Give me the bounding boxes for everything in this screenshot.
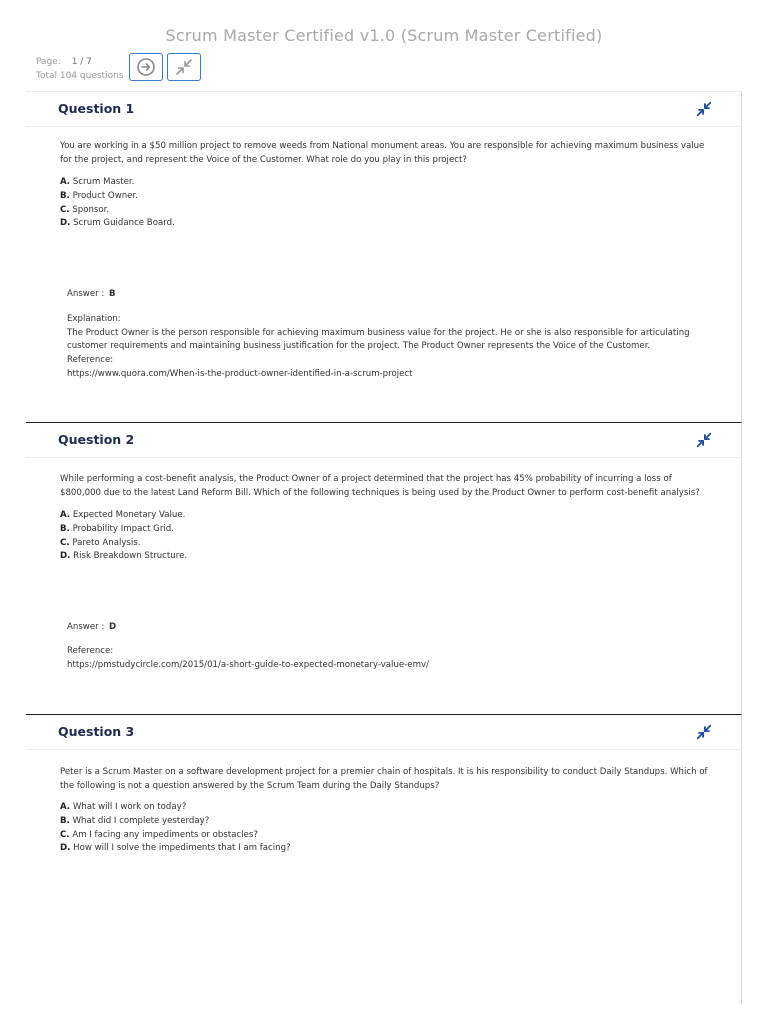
option-a: A. Expected Monetary Value. bbox=[60, 510, 186, 520]
option-c: C. Am I facing any impediments or obstacles? bbox=[60, 829, 258, 840]
collapse-arrows-icon bbox=[174, 57, 194, 77]
explanation bbox=[67, 313, 707, 382]
reference-link[interactable]: https://www.quora.com/When-is-the-product-owner-identified-in-a-scrum-project bbox=[67, 368, 413, 379]
question-text: While performing a cost-benefit analysis, the Product Owner of a project determined that the project has 45% probability of incurring a loss of $800,000 due to the latest Land Reform Bill. Which of the following techniques is being used by the Product Owner to perform cost-benefit analysis? bbox=[60, 474, 700, 498]
question-header bbox=[26, 423, 741, 458]
collapse-all-button[interactable] bbox=[167, 53, 201, 81]
explanation-text: The Product Owner is the person responsible for achieving maximum business value for the project. He or she is also responsible for articulating customer requirements and maintaining business justification for the project. The Product Owner represents the Voice of the Customer. bbox=[67, 327, 690, 352]
question-text: Peter is a Scrum Master on a software development project for a premier chain of hospitals. It is his responsibility to conduct Daily Standups. Which of the following is not a question answered by the Scrum Team during the Daily Standups? bbox=[60, 767, 708, 791]
answer-value: D bbox=[109, 622, 117, 632]
option-c: C. Pareto Analysis. bbox=[60, 537, 141, 548]
question-card-3 bbox=[26, 714, 742, 1004]
question-title: Question 1 bbox=[58, 101, 135, 116]
options-list bbox=[60, 176, 175, 231]
page-title: Scrum Master Certified v1.0 (Scrum Master Certified) bbox=[165, 26, 603, 45]
option-a: A. Scrum Master. bbox=[60, 177, 135, 187]
answer: Answer : D bbox=[67, 622, 117, 632]
options-list bbox=[60, 801, 291, 856]
arrow-right-circle-icon bbox=[136, 57, 156, 77]
collapse-question-icon[interactable] bbox=[695, 723, 713, 741]
reference-link[interactable]: https://pmstudycircle.com/2015/01/a-short-guide-to-expected-monetary-value-emv/ bbox=[67, 659, 429, 670]
question-title: Question 2 bbox=[58, 432, 135, 447]
reference bbox=[67, 645, 707, 672]
option-d: D. How will I solve the impediments that I am facing? bbox=[60, 843, 291, 854]
explanation-label: Explanation: bbox=[67, 314, 121, 324]
option-d: D. Scrum Guidance Board. bbox=[60, 218, 175, 229]
page-label: Page: bbox=[36, 57, 61, 67]
collapse-question-icon[interactable] bbox=[695, 431, 713, 449]
option-a: A. What will I work on today? bbox=[60, 802, 187, 812]
answer: Answer : B bbox=[67, 289, 116, 299]
reference-label: Reference: bbox=[67, 355, 114, 366]
page-indicator bbox=[36, 55, 124, 69]
reference-label: Reference: bbox=[67, 646, 114, 656]
question-title: Question 3 bbox=[58, 724, 135, 739]
total-questions: Total 104 questions bbox=[36, 71, 124, 81]
page-value: 1 / 7 bbox=[71, 57, 92, 67]
question-card-2 bbox=[26, 422, 742, 715]
option-c: C. Sponsor. bbox=[60, 204, 110, 215]
page-meta bbox=[36, 55, 124, 83]
option-b: B. Probability Impact Grid. bbox=[60, 523, 174, 534]
question-header bbox=[26, 92, 741, 127]
options-list bbox=[60, 509, 187, 564]
question-header bbox=[26, 715, 741, 750]
question-text: You are working in a $50 million project to remove weeds from National monument areas. You are responsible for achieving maximum business value for the project, and represent the Voice of the Customer. What role do you play in this project? bbox=[60, 141, 705, 165]
next-page-button[interactable] bbox=[129, 53, 163, 81]
question-card-1 bbox=[26, 91, 742, 423]
option-b: B. What did I complete yesterday? bbox=[60, 815, 210, 826]
option-d: D. Risk Breakdown Structure. bbox=[60, 551, 188, 562]
option-b: B. Product Owner. bbox=[60, 190, 138, 201]
collapse-question-icon[interactable] bbox=[695, 100, 713, 118]
answer-value: B bbox=[109, 289, 116, 299]
